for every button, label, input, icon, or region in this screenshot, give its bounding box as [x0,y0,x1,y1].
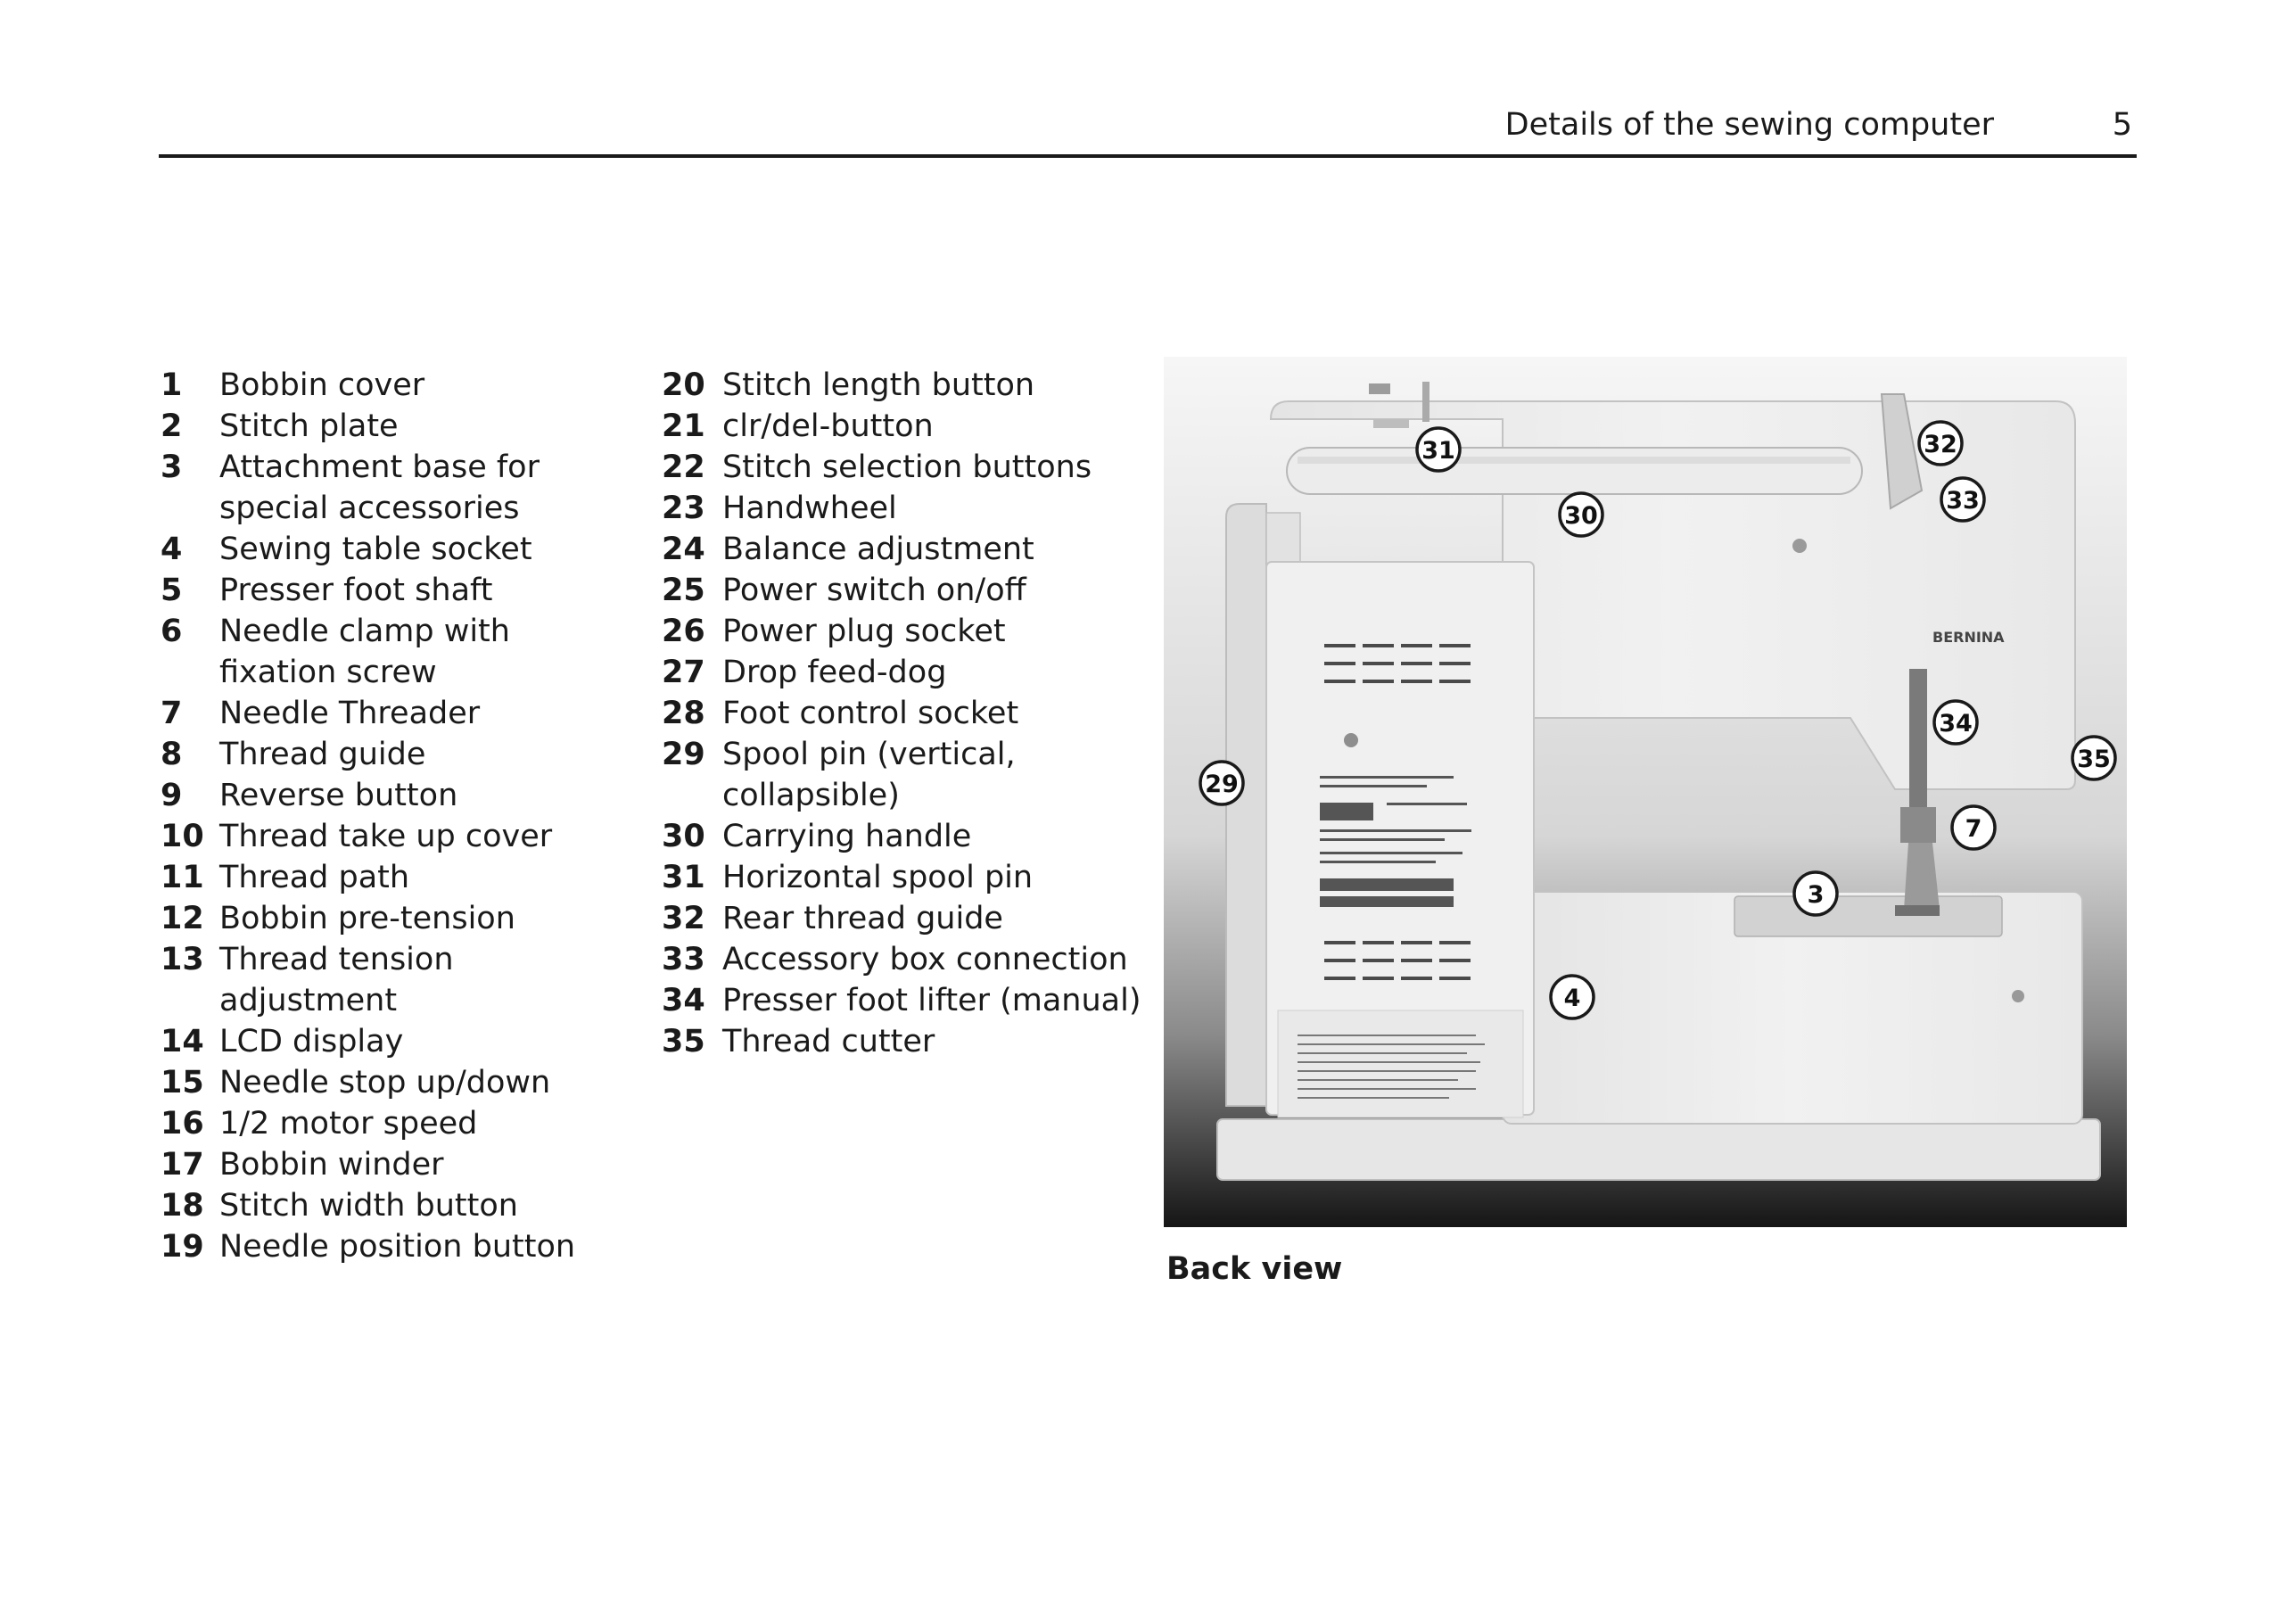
list-item [662,488,1143,529]
list-item [662,447,1143,488]
callout-number: 29 [1205,771,1239,798]
brand-mark: BERNINA [1932,629,2005,646]
callout-marker [1952,806,1995,849]
callout-number: 35 [2077,746,2111,773]
item-label: Bobbin cover [219,367,425,403]
item-label: Drop feed-dog [722,655,947,690]
list-item [662,734,1143,816]
callout-marker [1200,762,1243,804]
item-label: Needle clamp with fixation screw [219,614,510,690]
list-item [662,939,1143,980]
item-number: 34 [662,983,705,1018]
list-item [161,1103,624,1144]
item-number: 19 [161,1229,204,1265]
item-label: Handwheel [722,490,897,526]
item-number: 6 [161,614,183,649]
list-item [662,1021,1143,1062]
page-header [159,100,2137,157]
callout-number: 31 [1421,437,1455,465]
item-number: 18 [161,1188,204,1224]
item-label: Power plug socket [722,614,1006,649]
list-item [161,775,624,816]
callout-number: 3 [1807,881,1825,909]
item-number: 20 [662,367,705,403]
sewing-machine-back-view-photo [1164,357,2127,1227]
parts-list-column-1 [161,365,624,1267]
list-item [662,898,1143,939]
item-label: Stitch length button [722,367,1035,403]
item-number: 13 [161,942,204,977]
item-number: 21 [662,408,705,444]
list-item [161,365,624,406]
item-number: 22 [662,449,705,485]
callout-marker [2072,737,2115,779]
item-label: 1/2 motor speed [219,1106,478,1142]
item-label: Presser foot lifter (manual) [722,983,1141,1018]
item-label: Carrying handle [722,819,972,854]
callout-number: 7 [1965,815,1982,843]
callout-number: 4 [1563,985,1581,1012]
item-label: Thread path [219,860,410,895]
item-label: Needle stop up/down [219,1065,551,1101]
callout-marker [1919,422,1962,465]
item-label: Foot control socket [722,696,1019,731]
list-item [662,693,1143,734]
item-number: 2 [161,408,183,444]
list-item [161,1226,624,1267]
list-item [662,652,1143,693]
list-item [161,898,624,939]
item-label: Accessory box connection [722,942,1128,977]
item-label: Stitch selection buttons [722,449,1092,485]
callout-number: 34 [1939,710,1973,738]
item-label: Horizontal spool pin [722,860,1034,895]
item-label: Balance adjustment [722,532,1034,567]
item-number: 14 [161,1024,204,1059]
callout-marker [1934,701,1977,744]
item-number: 9 [161,778,183,813]
list-item [662,406,1143,447]
list-item [662,980,1143,1021]
list-item [161,447,624,529]
item-label: Rear thread guide [722,901,1003,936]
item-number: 33 [662,942,705,977]
item-number: 4 [161,532,183,567]
item-number: 35 [662,1024,705,1059]
list-item [161,570,624,611]
item-number: 7 [161,696,183,731]
header-title: Details of the sewing computer [1504,107,1994,143]
item-label: Spool pin (vertical, collapsible) [722,737,1016,813]
item-number: 29 [662,737,705,772]
item-number: 25 [662,573,705,608]
callout-number: 30 [1564,502,1598,530]
list-item [161,816,624,857]
list-item [161,611,624,693]
list-item [161,1021,624,1062]
item-label: Stitch width button [219,1188,518,1224]
callout-marker [1794,872,1837,915]
header-rule [159,154,2137,158]
item-label: Power switch on/off [722,573,1026,608]
list-item [662,611,1143,652]
item-label: clr/del-button [722,408,934,444]
item-number: 5 [161,573,183,608]
callout-number: 32 [1924,431,1957,458]
callout-marker [1551,976,1594,1018]
item-number: 8 [161,737,183,772]
item-label: Bobbin winder [219,1147,444,1183]
item-number: 10 [161,819,204,854]
item-number: 27 [662,655,705,690]
item-number: 26 [662,614,705,649]
figure-caption: Back view [1166,1251,1343,1287]
item-label: Presser foot shaft [219,573,493,608]
list-item [161,939,624,1021]
item-label: Sewing table socket [219,532,532,567]
item-number: 32 [662,901,705,936]
list-item [161,529,624,570]
item-label: Thread guide [219,737,426,772]
page-number: 5 [2112,107,2132,143]
list-item [662,816,1143,857]
item-label: Thread cutter [722,1024,935,1059]
item-label: Needle position button [219,1229,576,1265]
item-label: Thread tension adjustment [219,942,454,1018]
list-item [161,1062,624,1103]
callout-marker [1560,493,1603,536]
item-number: 24 [662,532,705,567]
item-label: Reverse button [219,778,458,813]
list-item [662,529,1143,570]
list-item [161,1144,624,1185]
list-item [662,570,1143,611]
item-number: 1 [161,367,183,403]
item-number: 23 [662,490,705,526]
list-item [161,857,624,898]
item-number: 30 [662,819,705,854]
item-label: Needle Threader [219,696,481,731]
item-label: LCD display [219,1024,404,1059]
item-label: Attachment base for special accessories [219,449,540,526]
item-number: 11 [161,860,204,895]
item-number: 15 [161,1065,204,1101]
list-item [161,1185,624,1226]
list-item [161,406,624,447]
item-label: Bobbin pre-tension [219,901,515,936]
item-number: 28 [662,696,705,731]
list-item [662,365,1143,406]
item-number: 3 [161,449,183,485]
item-number: 16 [161,1106,204,1142]
item-label: Stitch plate [219,408,399,444]
callout-marker [1417,428,1460,471]
list-item [662,857,1143,898]
item-label: Thread take up cover [219,819,553,854]
callout-number: 33 [1946,487,1980,515]
item-number: 31 [662,860,705,895]
item-number: 12 [161,901,204,936]
item-number: 17 [161,1147,204,1183]
callout-marker [1941,478,1984,521]
parts-list-column-2 [662,365,1143,1062]
list-item [161,693,624,734]
list-item [161,734,624,775]
